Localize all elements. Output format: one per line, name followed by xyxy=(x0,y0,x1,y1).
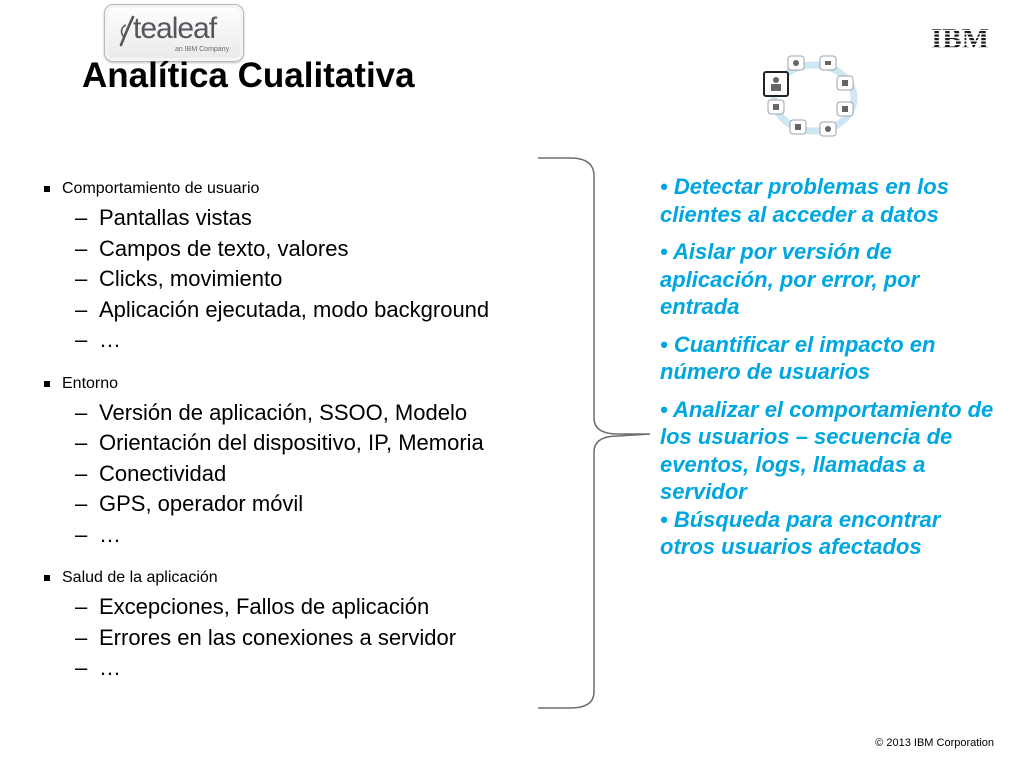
copyright-footer: © 2013 IBM Corporation xyxy=(875,737,994,749)
benefit-bullet: • Aislar por versión de aplicación, por error, por entrada xyxy=(660,239,920,319)
list-item: – Clicks, movimiento xyxy=(75,266,283,291)
list-item-text: Orientación del dispositivo, IP, Memoria xyxy=(99,430,484,455)
list-item-text: Errores en las conexiones a servidor xyxy=(99,624,457,650)
list-item: – Campos de texto, valores xyxy=(75,235,349,261)
list-item-text: Clicks, movimiento xyxy=(99,266,283,291)
list-item-text: GPS, operador móvil xyxy=(99,491,304,516)
customer-experience-cycle-icon xyxy=(760,52,870,147)
benefit-text: Búsqueda para encontrar otros usuarios afectados xyxy=(660,506,941,559)
list-item: – GPS, operador móvil xyxy=(75,491,304,516)
list-item: – … xyxy=(75,655,121,680)
list-item-text: … xyxy=(99,327,121,352)
group-user-behavior xyxy=(44,178,564,356)
logo-tagline: an IBM Company xyxy=(175,46,230,53)
list-item-text: Versión de aplicación, SSOO, Modelo xyxy=(99,399,468,425)
group-heading xyxy=(44,373,564,395)
group-heading xyxy=(44,178,564,200)
list-item-text: … xyxy=(99,521,121,547)
curly-bracket-icon xyxy=(538,156,654,712)
list-item: – Versión de aplicación, SSOO, Modelo xyxy=(75,399,468,425)
benefit-text: Aislar por versión de aplicación, por error, por entrada xyxy=(660,239,920,319)
benefit-text: Detectar problemas en los clientes al acceder a datos xyxy=(660,174,949,227)
benefit-text: Analizar el comportamiento de los usuarios – secuencia de eventos, logs, llamadas a servidor xyxy=(660,396,994,504)
logo-wordmark: tealeaf xyxy=(133,12,217,45)
square-bullet-icon xyxy=(44,575,50,581)
list-item: – Aplicación ejecutada, modo background xyxy=(75,296,490,322)
ibm-logo-icon xyxy=(925,24,995,52)
page-title: Analítica Cualitativa xyxy=(82,56,415,95)
list-item-text: Campos de texto, valores xyxy=(99,235,349,261)
list-item-text: Excepciones, Fallos de aplicación xyxy=(99,594,430,619)
list-item: – … xyxy=(75,327,121,352)
tealeaf-logo xyxy=(104,4,244,62)
group-environment xyxy=(44,373,564,551)
group-heading xyxy=(44,567,564,589)
list-item-text: Pantallas vistas xyxy=(99,205,252,230)
benefit-bullet: • Búsqueda para encontrar otros usuarios afectados xyxy=(660,506,941,559)
benefit-bullet: • Detectar problemas en los clientes al acceder a datos xyxy=(660,174,949,227)
benefit-text: Cuantificar el impacto en número de usuarios xyxy=(660,331,936,384)
ibm-logo-text: IBM xyxy=(931,24,989,52)
group-heading-text: Salud de la aplicación xyxy=(62,569,218,586)
list-item: – Conectividad xyxy=(75,460,227,486)
left-column xyxy=(44,178,564,684)
list-item-text: Aplicación ejecutada, modo background xyxy=(99,296,490,322)
group-heading-text: Entorno xyxy=(62,374,119,392)
list-item-text: Conectividad xyxy=(99,460,227,486)
list-item: – … xyxy=(75,521,121,547)
list-item: – Orientación del dispositivo, IP, Memoria xyxy=(75,430,484,455)
right-column xyxy=(660,173,1000,561)
list-item-text: … xyxy=(99,655,121,680)
group-heading-text: Comportamiento de usuario xyxy=(62,180,260,197)
square-bullet-icon xyxy=(44,381,50,387)
list-item: – Errores en las conexiones a servidor xyxy=(75,624,457,650)
benefit-bullet: • Cuantificar el impacto en número de usuarios xyxy=(660,331,936,384)
list-item: – Excepciones, Fallos de aplicación xyxy=(75,594,430,619)
group-app-health xyxy=(44,567,564,684)
list-item: – Pantallas vistas xyxy=(75,205,252,230)
benefit-bullet: • Analizar el comportamiento de los usuarios – secuencia de eventos, logs, llamadas a servidor xyxy=(660,396,994,504)
square-bullet-icon xyxy=(44,186,50,192)
